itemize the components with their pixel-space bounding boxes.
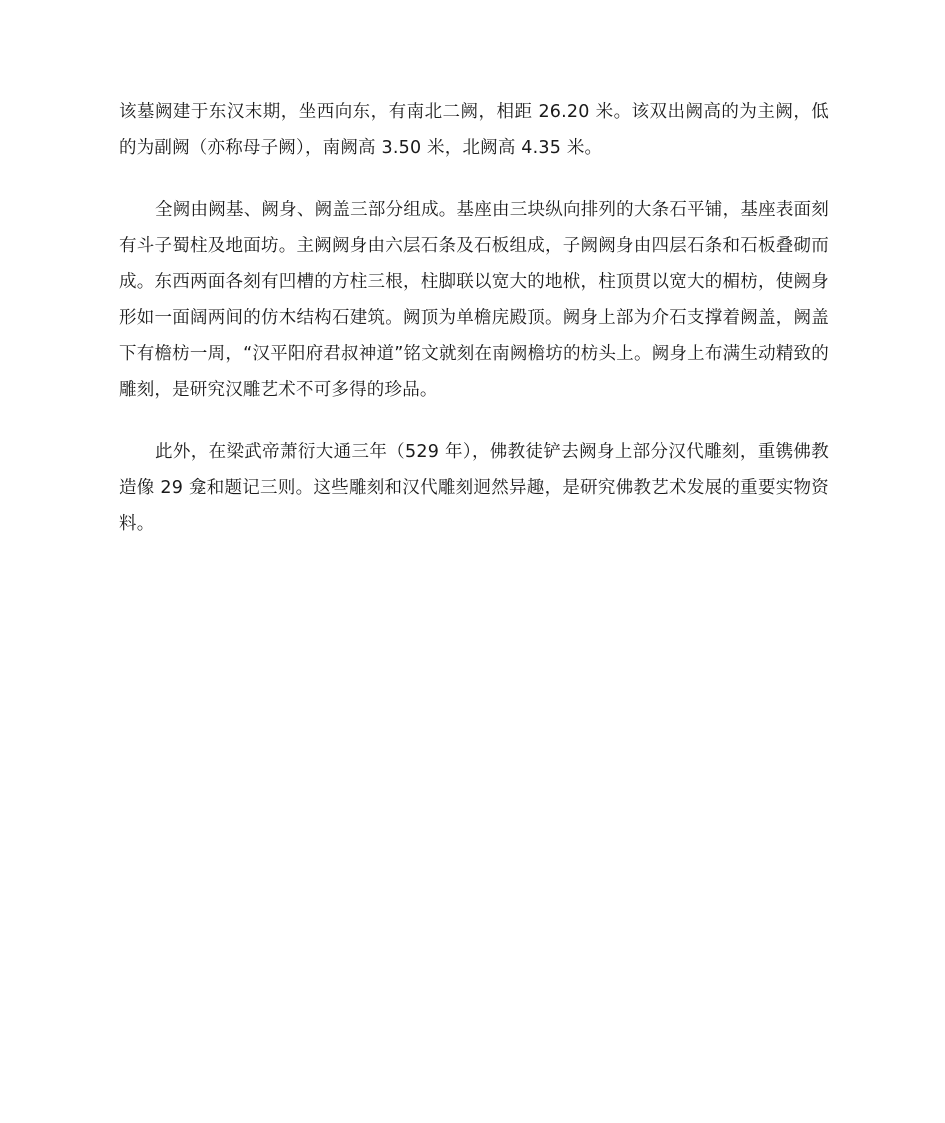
paragraph-buddhist-carvings: 此外，在梁武帝萧衍大通三年（529 年），佛教徒铲去阙身上部分汉代雕刻，重镌佛教造像 29 龛和题记三则。这些雕刻和汉代雕刻迥然异趣，是研究佛教艺术发展的重要实物资料。 (119, 442, 829, 534)
paragraph-que-overview: 该墓阙建于东汉末期，坐西向东，有南北二阙，相距 26.20 米。该双出阙高的为主阙，低的为副阙（亦称母子阙），南阙高 3.50 米，北阙高 4.35 米。 (119, 102, 829, 158)
document-body (119, 94, 829, 542)
paragraph-que-structure: 全阙由阙基、阙身、阙盖三部分组成。基座由三块纵向排列的大条石平铺，基座表面刻有斗子蜀柱及地面坊。主阙阙身由六层石条及石板组成，子阙阙身由四层石条和石板叠砌而成。东西两面各刻有凹槽的方柱三根，柱脚联以宽大的地栿，柱顶贯以宽大的楣枋，使阙身形如一面阔两间的仿木结构石建筑。阙顶为单檐庑殿顶。阙身上部为介石支撑着阙盖，阙盖下有檐枋一周，“汉平阳府君叔神道”铭文就刻在南阙檐坊的枋头上。阙身上布满生动精致的雕刻，是研究汉雕艺术不可多得的珍品。 (119, 200, 829, 400)
